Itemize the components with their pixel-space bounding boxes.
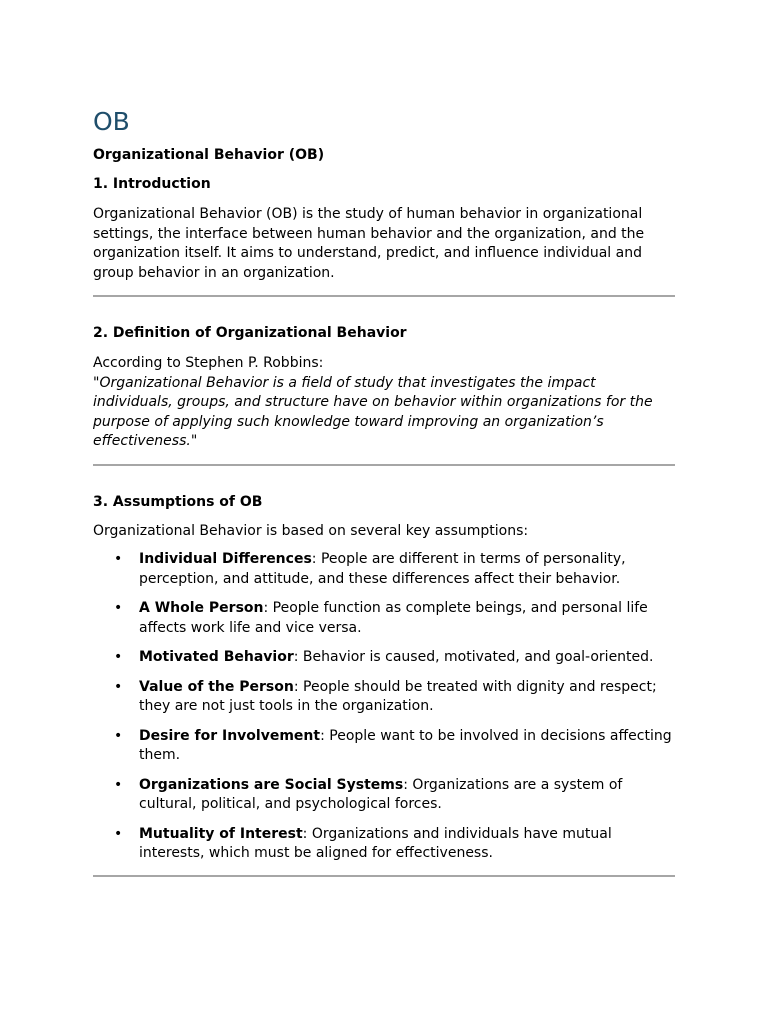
section-divider	[93, 464, 675, 466]
document-subtitle: Organizational Behavior (OB)	[93, 147, 325, 163]
list-item	[93, 648, 675, 668]
assumptions-lead: Organizational Behavior is based on several key assumptions:	[93, 522, 529, 539]
assumptions-list	[93, 550, 675, 864]
definition-attribution: According to Stephen P. Robbins:	[93, 355, 324, 371]
section-heading-definition: 2. Definition of Organizational Behavior	[93, 325, 407, 341]
section-introduction	[93, 174, 675, 283]
bullet-icon: •	[114, 551, 123, 567]
list-item	[93, 727, 675, 766]
assumption-description: : People should be treated with dignity and respect; they are not just tools in the organization.	[139, 678, 657, 714]
assumption-description: : People want to be involved in decisions affecting them.	[139, 727, 672, 763]
bullet-icon: •	[114, 678, 123, 695]
introduction-paragraph: Organizational Behavior (OB) is the study of human behavior in organizational settings, the interface between human behavior and the organization, and the organization itself. It aims to understand, predict, and influence individual and group behavior in an organization.	[93, 206, 645, 281]
assumption-description: : People function as complete beings, and personal life affects work life and vice versa.	[139, 600, 648, 636]
assumption-term: Individual Differences	[139, 551, 312, 567]
list-item	[93, 678, 675, 717]
assumption-description: : Behavior is caused, motivated, and goal-oriented.	[293, 649, 654, 665]
assumption-term: Organizations are Social Systems	[139, 776, 404, 793]
section-divider	[93, 295, 675, 297]
document-page	[93, 106, 675, 877]
definition-quote-text: Organizational Behavior is a field of study that investigates the impact individuals, groups, and structure have on behavior within organizations for the purpose of applying such knowledge toward improving an organization’s effectiveness.	[93, 374, 653, 449]
section-assumptions	[93, 492, 675, 864]
assumption-term: Mutuality of Interest	[139, 825, 303, 842]
assumption-term: Desire for Involvement	[139, 727, 321, 744]
bullet-icon: •	[114, 825, 123, 842]
section-heading-introduction: 1. Introduction	[93, 176, 211, 192]
list-item	[93, 550, 675, 589]
section-divider	[93, 875, 675, 877]
assumption-description: : People are different in terms of personality, perception, and attitude, and these differences affect their behavior.	[139, 551, 626, 587]
list-item	[93, 599, 675, 638]
bullet-icon: •	[114, 727, 123, 744]
bullet-icon: •	[114, 776, 123, 793]
assumption-term: Motivated Behavior	[139, 649, 294, 665]
assumption-description: : Organizations and individuals have mutual interests, which must be aligned for effectiveness.	[139, 825, 612, 861]
list-item	[93, 776, 675, 815]
document-title: OB	[93, 107, 130, 136]
section-definition	[93, 323, 675, 452]
bullet-icon: •	[114, 649, 123, 665]
list-item	[93, 825, 675, 864]
section-heading-assumptions: 3. Assumptions of OB	[93, 493, 263, 510]
quote-open-mark: "	[93, 374, 100, 391]
definition-quote	[93, 374, 675, 452]
assumption-term: A Whole Person	[139, 600, 264, 616]
assumption-term: Value of the Person	[139, 678, 294, 695]
quote-close-mark: "	[190, 433, 198, 449]
assumption-description: : Organizations are a system of cultural, political, and psychological forces.	[139, 776, 623, 812]
bullet-icon: •	[114, 600, 123, 616]
